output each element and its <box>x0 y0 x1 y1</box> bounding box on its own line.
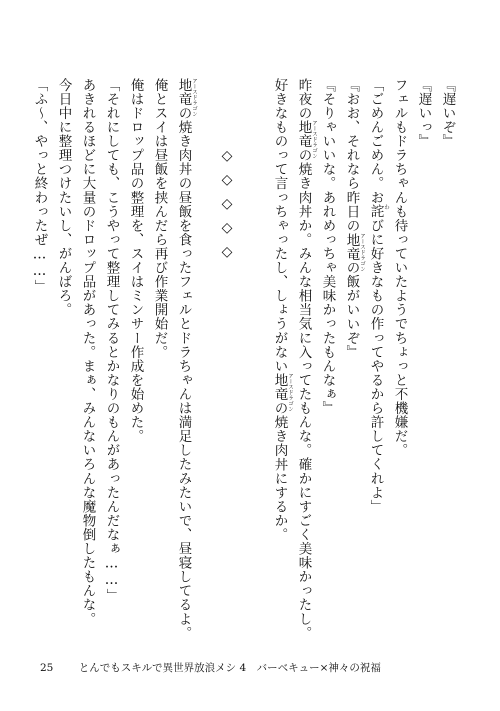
text-line: の焼き肉丼にするか。 <box>271 401 288 542</box>
text-column <box>104 78 118 603</box>
ruby-base: 地竜 <box>271 373 288 402</box>
ruby-base: 地竜 <box>295 120 312 149</box>
text-column <box>128 78 142 443</box>
text-column <box>56 78 70 317</box>
text-column <box>271 78 293 542</box>
ruby-text: アースドラゴン <box>311 120 317 159</box>
text-line: 昨夜の <box>295 78 312 121</box>
text-line: 俺はドロップ品の整理を、スイはミンサー作成を始めた。 <box>127 78 144 444</box>
text-line: の焼き肉丼か。みんな相当気に入ってたもんな。確かにすごく美味かったし。 <box>295 148 312 641</box>
text-line: 『そりゃいいな。あれめっちゃ美味かったもんなぁ』 <box>319 78 336 416</box>
text-line: の飯がいいぞ』 <box>343 260 360 360</box>
text-column <box>295 78 317 641</box>
text-line: 『おお、それなら昨日の <box>343 78 360 233</box>
text-line: びに好きなもの作ってやるから許してくれよ」 <box>367 218 384 514</box>
text-column <box>32 78 46 294</box>
text-line: 好きなものって言っちゃったし、しょうがない <box>271 78 288 374</box>
text-line: 「ふ〜、やっと終わったぜ……」 <box>31 78 48 294</box>
page-number: 25 <box>40 662 54 674</box>
ruby-group <box>295 120 317 159</box>
ruby-text: アースドラゴン <box>287 373 293 412</box>
text-column <box>152 78 166 359</box>
text-column <box>367 78 389 514</box>
text-line: 俺とスイは昼飯を挟んだら再び作業開始だ。 <box>151 78 168 359</box>
ruby-group <box>271 373 293 412</box>
text-line: 「ごめんごめん。お <box>367 78 384 205</box>
ruby-text: アースドラゴン <box>359 232 365 272</box>
ruby-group <box>367 204 389 219</box>
diamond-separator-icon: ◇ <box>221 244 233 260</box>
text-line: 『遅いぞ』 <box>439 78 456 149</box>
text-column <box>175 78 197 641</box>
ruby-group <box>343 232 365 272</box>
running-title: とんでもスキルで異世界放浪メシ 4 バーベキュー×神々の祝福 <box>78 662 381 674</box>
text-line: 今日中に整理つけたいし、がんばろ。 <box>55 78 72 317</box>
ruby-text: アースドラゴン <box>191 78 197 117</box>
text-line: 『遅いっ』 <box>415 78 432 149</box>
diamond-separator-icon: ◇ <box>221 196 233 212</box>
ruby-base: 地竜 <box>175 78 192 107</box>
text-column <box>80 78 94 626</box>
text-column <box>320 78 334 415</box>
diamond-separator-icon: ◇ <box>221 172 233 188</box>
text-column <box>440 78 454 148</box>
diamond-separator-icon: ◇ <box>221 220 233 236</box>
ruby-base: 地竜 <box>343 232 360 261</box>
text-column <box>392 78 406 457</box>
text-line: フェルもドラちゃんも待っていたようでちょっと不機嫌だ。 <box>391 78 408 458</box>
page-footer <box>40 660 460 676</box>
text-line: あきれるほどに大量のドロップ品があった。まぁ、みんないろんな魔物倒したもんな。 <box>79 78 96 626</box>
text-line: 「それにしても、こうやって整理してみるとかなりのもんがあったんだなぁ……」 <box>103 78 120 603</box>
ruby-group <box>175 78 197 117</box>
text-column <box>416 78 430 148</box>
diamond-separator-icon: ◇ <box>221 148 233 164</box>
text-column <box>343 78 365 360</box>
text-line: の焼き肉丼の昼飯を食ったフェルとドラちゃんは満足したみたいで、昼寝してるよ。 <box>175 106 192 641</box>
ruby-base: 詫 <box>367 204 384 219</box>
ruby-text: わ <box>383 204 389 210</box>
